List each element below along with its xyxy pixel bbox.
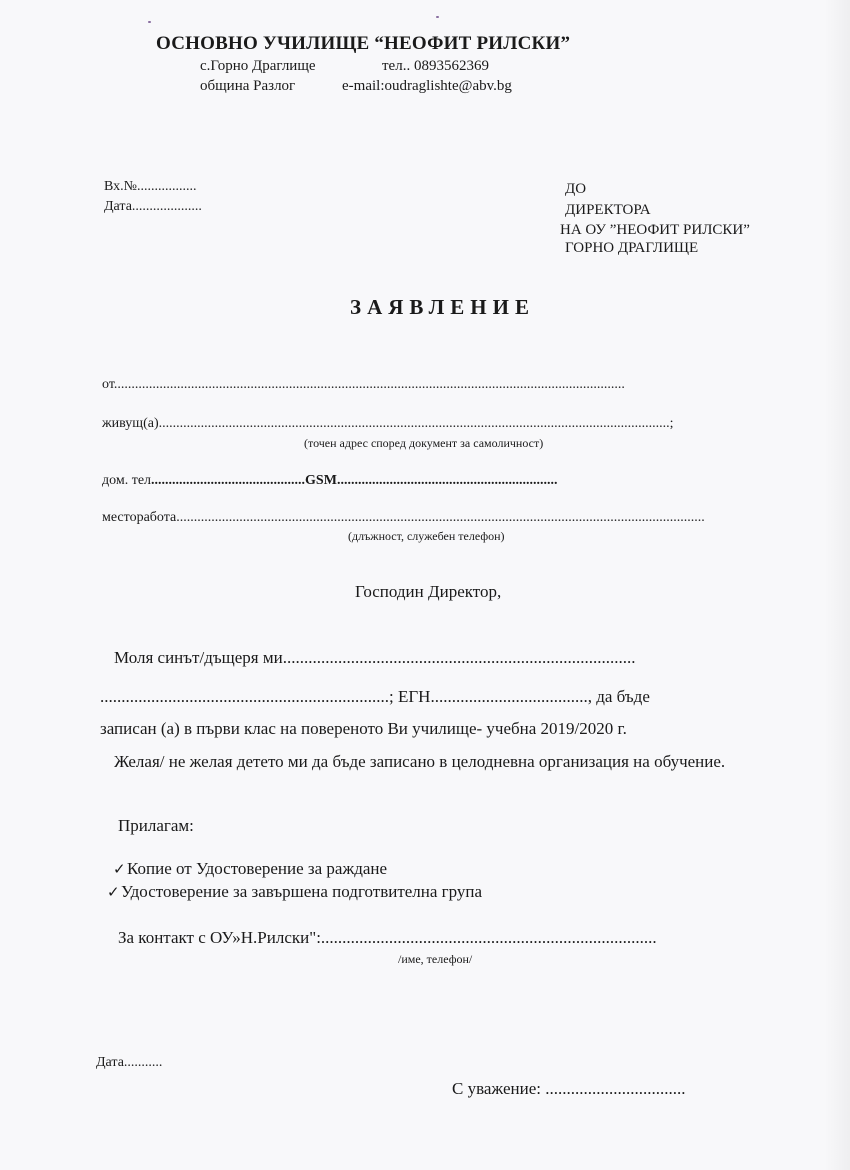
workplace-field: месторабота....................................................................................................................................................... <box>102 510 705 525</box>
home-phone-dots: ............................................ <box>151 473 306 488</box>
addressee-to: ДО <box>565 181 587 197</box>
address-field: живущ(а)..................................................................................................................................................; <box>102 416 674 431</box>
workplace-hint: (длъжност, служебен телефон) <box>348 529 505 543</box>
phone-field <box>102 473 557 489</box>
checkmark-icon: ✓ <box>113 860 126 878</box>
salutation: Господин Директор, <box>355 582 502 601</box>
addressee-village: ГОРНО ДРАГЛИЩЕ <box>565 240 699 256</box>
checkmark-icon: ✓ <box>107 883 120 901</box>
gsm-dots: ............................................................... <box>336 473 558 488</box>
full-day-paragraph: Желая/ не желая детето ми да бъде записано в целодневна организация на обучение. <box>114 752 726 771</box>
regards-signature: С уважение: ................................. <box>452 1079 686 1098</box>
attachment-item <box>113 859 387 879</box>
scan-speck <box>436 16 439 18</box>
school-phone: тел.. 0893562369 <box>382 58 489 74</box>
attachment-birth-certificate: Копие от Удостоверение за раждане <box>127 859 388 878</box>
school-municipality: община Разлог <box>200 78 296 94</box>
school-email: e-mail:oudraglishte@abv.bg <box>342 78 512 94</box>
enroll-line: записан (а) в първи клас на повереното Ви училище- учебна 2019/2020 г. <box>100 719 627 738</box>
address-hint: (точен адрес според документ за самоличност) <box>304 436 544 450</box>
contact-hint: /име, телефон/ <box>398 952 473 966</box>
scan-edge-shadow <box>824 0 850 1170</box>
attachments-label: Прилагам: <box>118 816 194 835</box>
school-name: ОСНОВНО УЧИЛИЩЕ “НЕОФИТ РИЛСКИ” <box>156 33 571 54</box>
from-field: от.................................................................................................................................................. <box>102 377 625 392</box>
signature-date-field: Дата........... <box>96 1055 163 1070</box>
addressee-school: НА ОУ ”НЕОФИТ РИЛСКИ” <box>560 222 750 238</box>
attachment-item <box>107 882 482 902</box>
incoming-number-field: Вх.№................. <box>104 179 197 194</box>
attachment-preparatory-group: Удостоверение за завършена подготвителна група <box>121 882 483 901</box>
registration-date-field: Дата.................... <box>104 199 202 214</box>
contact-line: За контакт с ОУ»Н.Рилски":............................................................................... <box>118 928 657 947</box>
school-village: с.Горно Драглище <box>200 58 316 74</box>
addressee-director: ДИРЕКТОРА <box>565 202 651 218</box>
request-line: Моля синът/дъщеря ми................................................................................... <box>114 648 636 667</box>
scan-speck <box>148 21 151 23</box>
home-phone-label: дом. тел <box>102 473 152 488</box>
document-title: ЗАЯВЛЕНИЕ <box>350 295 535 319</box>
egn-line: ....................................................................; ЕГН....................................., да бъде <box>100 687 650 706</box>
gsm-label: GSM <box>305 473 337 488</box>
